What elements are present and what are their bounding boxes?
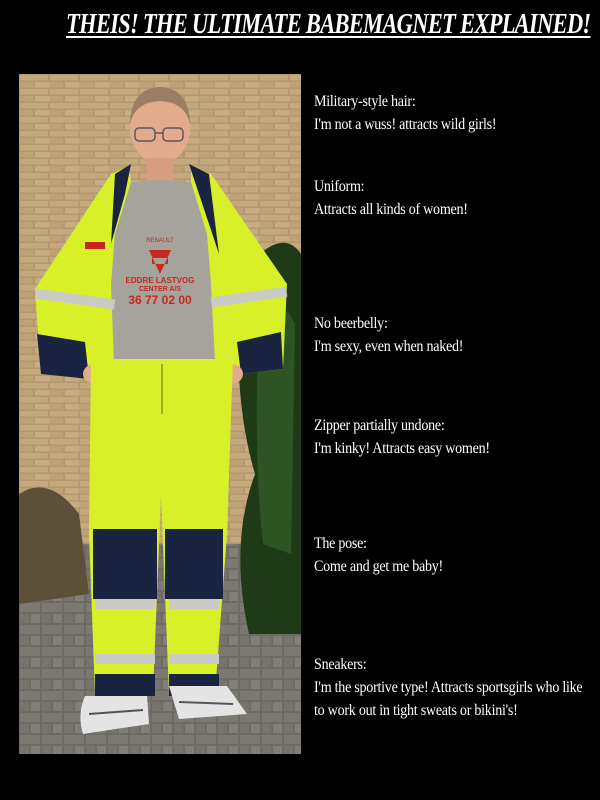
trouser-navy-left <box>93 529 157 599</box>
caption-hair <box>314 90 594 136</box>
caption-heading: The pose: <box>314 535 367 552</box>
shirt-brand: RENAULT <box>146 238 174 244</box>
caption-zipper <box>314 414 594 460</box>
trouser-stripe-right-2 <box>169 654 219 664</box>
caption-body: I'm not a wuss! attracts wild girls! <box>314 116 497 133</box>
trouser-stripe-left-1 <box>95 599 155 609</box>
trouser-stripe-right-1 <box>169 599 219 609</box>
neck <box>146 158 174 180</box>
page-title <box>66 8 591 41</box>
title-text: THEIS! THE ULTIMATE BABEMAGNET EXPLAINED! <box>66 8 591 40</box>
caption-body: I'm kinky! Attracts easy women! <box>314 440 490 457</box>
shirt-line1: EDDRE LASTVOG <box>125 276 195 285</box>
trouser-hem-left <box>95 674 155 696</box>
caption-heading: Military-style hair: <box>314 93 416 110</box>
caption-heading: No beerbelly: <box>314 315 388 332</box>
shirt-line2: CENTER A/S <box>138 286 182 293</box>
caption-body: Attracts all kinds of women! <box>314 201 468 218</box>
caption-beerbelly <box>314 312 594 358</box>
trouser-stripe-left-2 <box>95 654 155 664</box>
caption-uniform <box>314 175 594 221</box>
caption-heading: Zipper partially undone: <box>314 417 445 434</box>
caption-body: I'm sexy, even when naked! <box>314 338 464 355</box>
caption-body: I'm the sportive type! Attracts sportsgirls who like to work out in tight sweats or bikini's! <box>314 679 583 719</box>
caption-body: Come and get me baby! <box>314 558 443 575</box>
shirt-phone: 36 77 02 00 <box>128 293 192 307</box>
caption-heading: Uniform: <box>314 178 365 195</box>
chest-badge <box>85 242 105 249</box>
caption-sneakers <box>314 653 594 722</box>
caption-heading: Sneakers: <box>314 656 367 673</box>
caption-pose <box>314 532 594 578</box>
photo <box>19 74 301 754</box>
trouser-navy-right <box>165 529 223 599</box>
